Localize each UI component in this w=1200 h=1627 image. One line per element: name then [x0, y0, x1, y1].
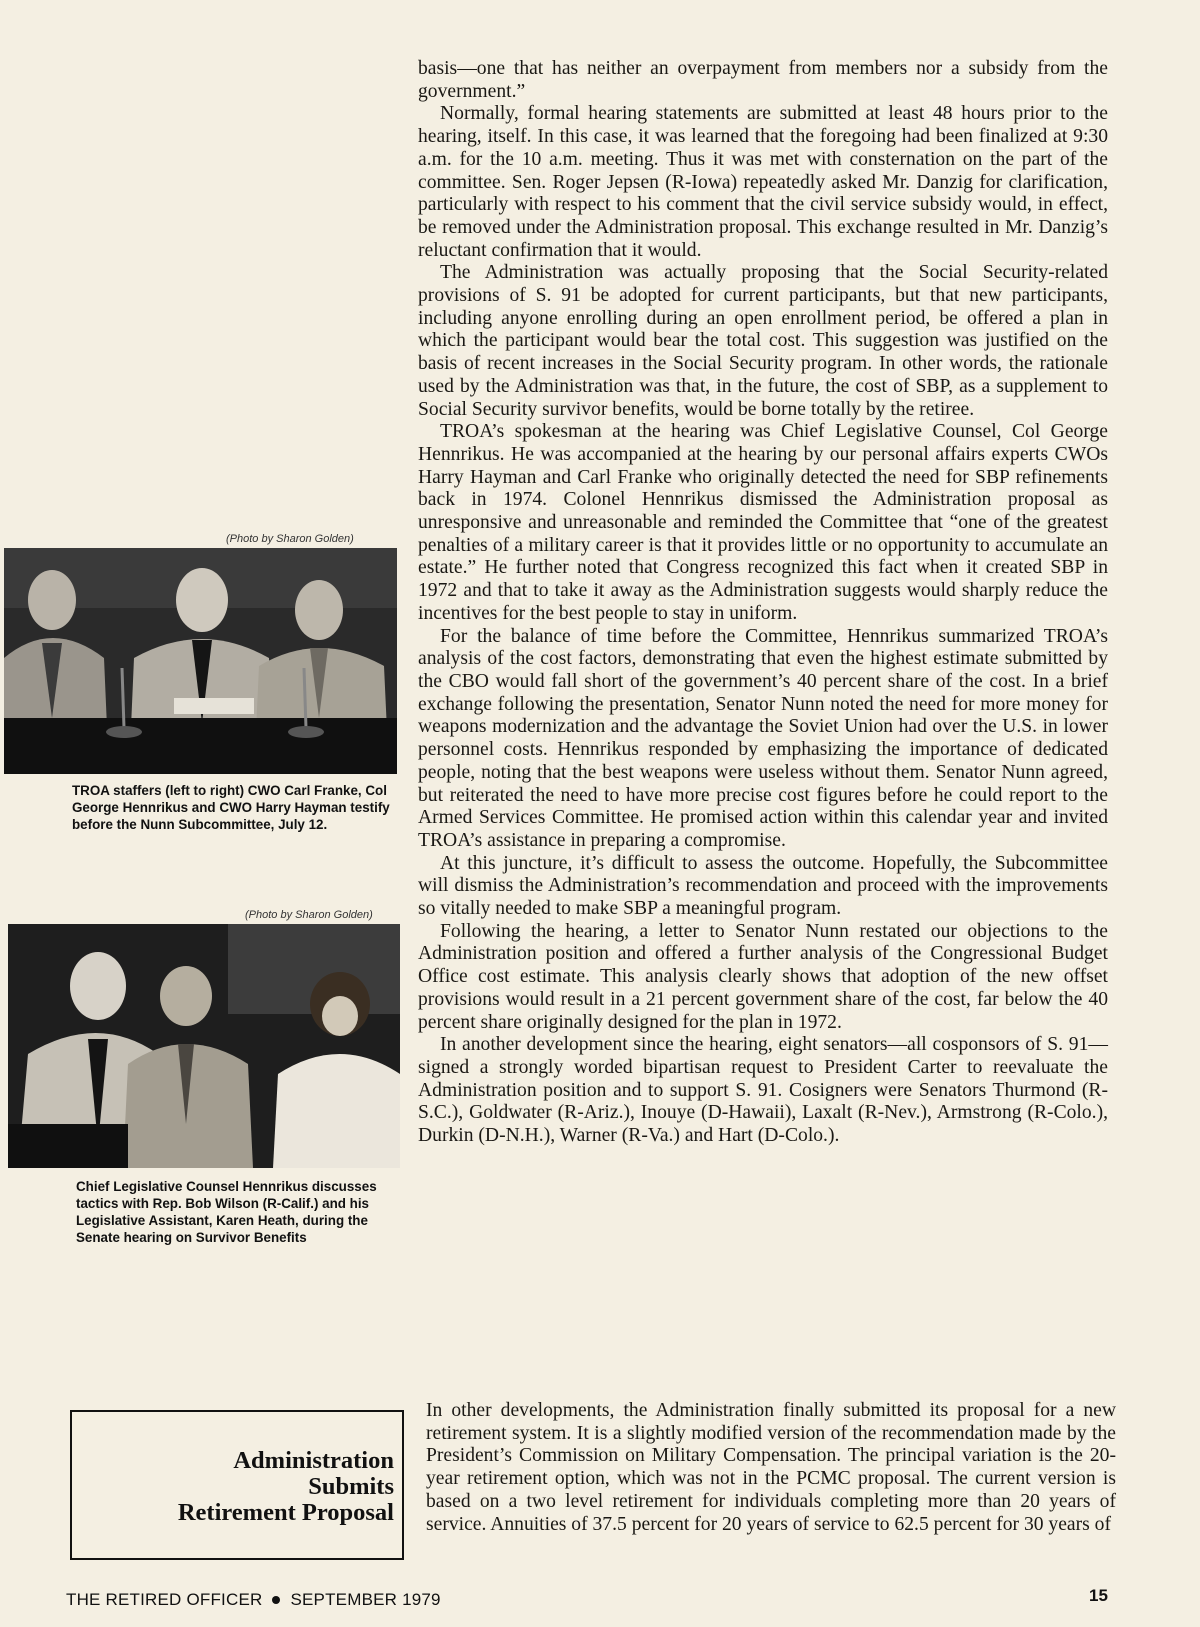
photo-caption: Chief Legislative Counsel Hennrikus discusses tactics with Rep. Bob Wilson (R-Calif.) and his Legislative Assistant, Karen Heath, during the Senate hearing on Survivor Benefits — [76, 1179, 377, 1245]
article-paragraph: Following the hearing, a letter to Senator Nunn restated our objections to the Administration position and offered a further analysis of the Congressional Budget Office cost estimate. This analysis clearly shows that adoption of the new offset provisions would result in a 21 percent government share of the cost, far below the 40 percent share originally designed for the plan in 1972. — [418, 920, 1108, 1033]
section-title-line: Submits — [308, 1473, 394, 1500]
hearing-photo — [4, 548, 397, 774]
section-title-line: Retirement Proposal — [177, 1499, 394, 1526]
page-footer — [66, 1590, 441, 1610]
article-paragraph: Normally, formal hearing statements are submitted at least 48 hours prior to the hearing, itself. In this case, it was learned that the foregoing had been finalized at 9:30 a.m. for the 10 a.m. meeting. Thus it was met with consternation on the part of the committee. Sen. Roger Jepsen (R-Iowa) repeatedly asked Mr. Danzig for clarification, particularly with respect to his comment that the civil service subsidy would, in effect, be removed under the Administration proposal. This exchange resulted in Mr. Danzig’s reluctant confirmation that it would. — [418, 103, 1108, 261]
hearing-photo-image — [4, 548, 397, 774]
issue-date: SEPTEMBER 1979 — [290, 1590, 441, 1609]
article-paragraph: For the balance of time before the Committee, Hennrikus summarized TROA’s analysis of the cost factors, demonstrating that even the highest estimate submitted by the CBO would fall short of the government’s 40 percent share of the cost. In a brief exchange following the presentation, Senator Nunn noted the need for more money for weapons modernization and the advantage the Soviet Union had over the U.S. in lower personnel costs. Hennrikus responded by emphasizing the importance of dedicated people, noting that the best weapons were useless without them. Senator Nunn agreed, but reiterated the need to have more precise cost figures before he could report to the Armed Services Committee. He promised action within this calendar year and invited TROA’s assistance in preparing a compromise. — [418, 625, 1108, 851]
page-number: 15 — [1089, 1586, 1108, 1605]
meeting-photo-image — [8, 924, 400, 1168]
article-column — [418, 58, 1108, 1148]
article-paragraph: At this juncture, it’s difficult to assess the outcome. Hopefully, the Subcommittee will dismiss the Administration’s recommendation and proceed with the improvements so vitally needed to make SBP a meaningful program. — [418, 852, 1108, 920]
article-paragraph: TROA’s spokesman at the hearing was Chief Legislative Counsel, Col George Hennrikus. He was accompanied at the hearing by our personal affairs experts CWOs Harry Hayman and Carl Franke who originally detected the need for SBP refinements back in 1974. Colonel Hennrikus dismissed the Administration proposal as unresponsive and unreasonable and reminded the Committee that “one of the greatest penalties of a military career is that it provides little or no opportunity to accumulate an estate.” He further noted that Congress recognized this fact when it created SBP in 1972 and that to take it away as the Administration suggests would sharply reduce the incentives for the best people to stay in uniform. — [418, 421, 1108, 624]
section-title-line: Administration — [233, 1447, 394, 1474]
section-paragraph: In other developments, the Administration finally submitted its proposal for a new retirement system. It is a slightly modified version of the recommendation made by the President’s Commission on Military Compensation. The principal variation is the 20-year retirement option, which was not in the PCMC proposal. The current version is based on a two level retirement for individuals completing more than 20 years of service. Annuities of 37.5 percent for 20 years of service to 62.5 percent for 30 years of — [426, 1400, 1116, 1535]
section-column — [426, 1400, 1116, 1536]
meeting-photo — [8, 924, 400, 1168]
photo-credit: (Photo by Sharon Golden) — [226, 533, 354, 545]
photo-caption: TROA staffers (left to right) CWO Carl Franke, Col George Hennrikus and CWO Harry Hayman testify before the Nunn Subcommittee, July 12. — [72, 783, 390, 832]
article-paragraph: The Administration was actually proposing that the Social Security-related provisions of S. 91 be adopted for current participants, but that new participants, including anyone enrolling during an open enrollment period, be offered a plan in which the participant would bear the total cost. This suggestion was justified on the basis of recent increases in the Social Security program. In other words, the rationale used by the Administration was that, in the future, the cost of SBP, as a supplement to Social Security survivor benefits, would be borne totally by the retiree. — [418, 262, 1108, 420]
article-paragraph: basis—one that has neither an overpayment from members nor a subsidy from the government.” — [418, 58, 1108, 102]
section-title — [178, 1448, 394, 1526]
publication-name: THE RETIRED OFFICER — [66, 1590, 263, 1609]
article-paragraph: In another development since the hearing, eight senators—all cosponsors of S. 91—signed a strongly worded bipartisan request to President Carter to reevaluate the Administration position and to support S. 91. Cosigners were Senators Thurmond (R-S.C.), Goldwater (R-Ariz.), Inouye (D-Hawaii), Laxalt (R-Nev.), Armstrong (R-Colo.), Durkin (D-N.H.), Warner (R-Va.) and Hart (D-Colo.). — [418, 1034, 1108, 1147]
section-heading-box — [70, 1410, 404, 1560]
photo-credit: (Photo by Sharon Golden) — [245, 909, 373, 921]
bullet-icon — [272, 1596, 280, 1604]
